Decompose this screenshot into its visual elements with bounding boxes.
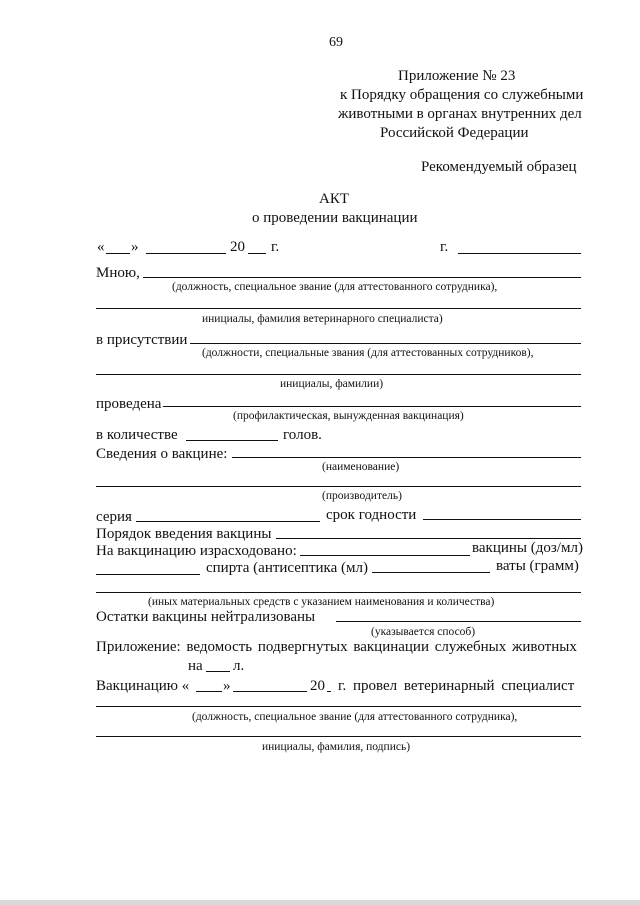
vet-name-field[interactable]: [96, 308, 581, 309]
other-materials-field[interactable]: [96, 592, 581, 593]
vaccination-quote-close: »: [223, 678, 231, 694]
method-hint: (указывается способ): [371, 626, 476, 638]
manufacturer-field[interactable]: [96, 486, 581, 487]
by-me-label: Мною,: [96, 265, 140, 281]
date-open-quote: «: [97, 239, 105, 255]
recommended-sample-label: Рекомендуемый образец: [421, 159, 577, 175]
vaccination-day-field[interactable]: [196, 691, 222, 692]
document-title: АКТ: [319, 191, 349, 207]
vaccination-type-hint: (профилактическая, вынужденная вакцинация): [233, 410, 464, 422]
page-number: 69: [329, 35, 343, 50]
remains-label: Остатки вакцины нейтрализованы: [96, 609, 316, 625]
vaccination-year-prefix: 20: [310, 678, 325, 694]
in-presence-label: в присутствии: [96, 332, 188, 348]
expiry-label: срок годности: [326, 507, 417, 523]
initials-hint: инициалы, фамилии): [280, 378, 384, 390]
conducted-label: проведена: [96, 396, 162, 412]
vaccination-performed-label: г. провел ветеринарный специалист: [338, 678, 575, 694]
vet-position-field[interactable]: [96, 706, 581, 707]
vet-position-hint: (должность, специальное звание (для аттестованного сотрудника),: [192, 711, 518, 723]
signature-hint: инициалы, фамилия, подпись): [262, 741, 411, 753]
position-field[interactable]: [143, 277, 581, 278]
appendix-ref-line: Российской Федерации: [380, 125, 529, 141]
presence-names-field[interactable]: [96, 374, 581, 375]
admin-order-label: Порядок введения вакцины: [96, 526, 272, 542]
admin-order-field[interactable]: [276, 538, 581, 539]
appendix-number: Приложение № 23: [398, 68, 516, 84]
other-materials-hint: (иных материальных средств с указанием наименования и количества): [148, 596, 495, 608]
cotton-label: ваты (грамм): [496, 558, 579, 574]
vaccination-year-field[interactable]: [327, 691, 331, 692]
vaccination-type-field[interactable]: [163, 406, 581, 407]
expiry-field[interactable]: [423, 519, 581, 520]
presence-positions-field[interactable]: [190, 343, 581, 344]
city-prefix: г.: [440, 239, 449, 255]
year-field[interactable]: [248, 253, 266, 254]
quantity-label: в количестве: [96, 427, 178, 443]
date-close-quote: »: [131, 239, 139, 255]
manufacturer-hint: (производитель): [322, 490, 402, 502]
vaccine-name-hint: (наименование): [322, 461, 400, 473]
vaccine-name-field[interactable]: [232, 457, 581, 458]
alcohol-amount-field[interactable]: [96, 574, 200, 575]
series-field[interactable]: [136, 521, 320, 522]
appendix-ref-line: к Порядку обращения со служебными: [340, 87, 584, 103]
scan-edge: [0, 900, 640, 905]
positions-hint: (должности, специальные звания (для аттестованных сотрудников),: [202, 347, 534, 359]
vaccine-unit-label: вакцины (доз/мл): [472, 540, 583, 556]
vaccination-month-field[interactable]: [233, 691, 307, 692]
city-field[interactable]: [458, 253, 581, 254]
vaccine-info-label: Сведения о вакцине:: [96, 446, 228, 462]
vaccination-date-prefix: Вакцинацию «: [96, 678, 190, 694]
quantity-suffix: голов.: [283, 427, 322, 443]
vet-name-hint: инициалы, фамилия ветеринарного специалиста): [202, 313, 443, 325]
quantity-field[interactable]: [186, 440, 278, 441]
sheets-count-field[interactable]: [206, 671, 230, 672]
series-label: серия: [96, 509, 132, 525]
vet-signature-field[interactable]: [96, 736, 581, 737]
month-field[interactable]: [146, 253, 226, 254]
document-subtitle: о проведении вакцинации: [252, 210, 418, 226]
day-field[interactable]: [106, 253, 130, 254]
attachment-on-label: на: [188, 658, 203, 674]
year-prefix: 20: [230, 239, 245, 255]
year-suffix: г.: [271, 239, 280, 255]
cotton-amount-field[interactable]: [372, 572, 490, 573]
appendix-ref-line: животными в органах внутренних дел: [338, 106, 582, 122]
sheets-label: л.: [233, 658, 245, 674]
attachment-label: Приложение: ведомость подвергнутых вакцинации служебных животных: [96, 639, 577, 655]
neutralization-method-field[interactable]: [336, 621, 581, 622]
position-hint: (должность, специальное звание (для аттестованного сотрудника),: [172, 281, 498, 293]
spent-label: На вакцинацию израсходовано:: [96, 543, 297, 559]
vaccine-amount-field[interactable]: [300, 555, 470, 556]
alcohol-label: спирта (антисептика (мл): [206, 560, 368, 576]
